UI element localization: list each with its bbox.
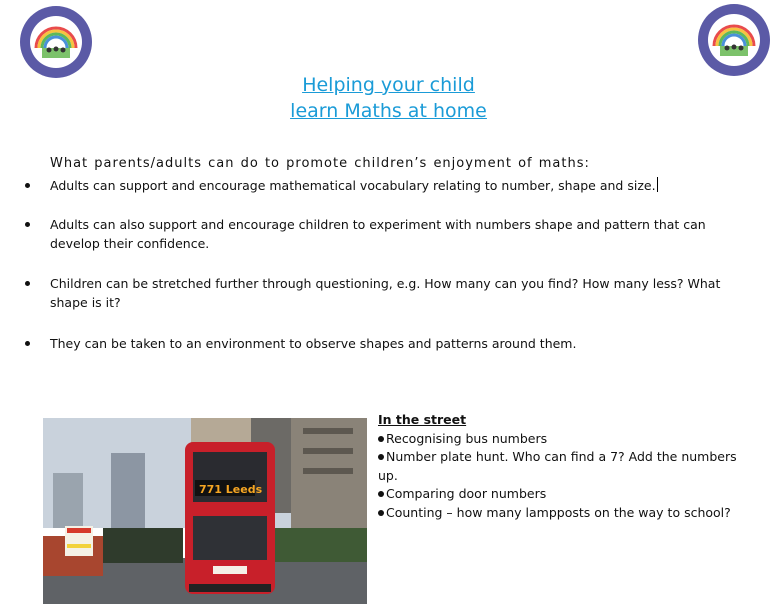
title-line-1[interactable]: Helping your child: [302, 74, 475, 96]
school-logo-left: [18, 4, 94, 80]
text-cursor: [657, 177, 658, 192]
bullet-icon: [25, 341, 30, 346]
list-item: Comparing door numbers: [378, 485, 748, 504]
bus-photo: [43, 418, 367, 604]
list-item: Children can be stretched further through questioning, e.g. How many can you find? How many less? What shape is it?: [50, 274, 730, 312]
page-title[interactable]: [0, 72, 777, 124]
list-item: Adults can support and encourage mathematical vocabulary relating to number, shape and size.: [50, 176, 730, 195]
bullet-icon: [25, 281, 30, 286]
bus-destination-sign: 771 Leeds: [199, 483, 263, 496]
bullet-icon: [378, 454, 384, 460]
in-the-street-section: [378, 411, 748, 522]
intro-text: What parents/adults can do to promote children’s enjoyment of maths:: [50, 156, 590, 171]
title-line-2[interactable]: learn Maths at home: [290, 100, 487, 122]
bullet-icon: [378, 491, 384, 497]
list-item: They can be taken to an environment to observe shapes and patterns around them.: [50, 334, 730, 353]
section-title: In the street: [378, 412, 467, 427]
bullet-icon: [25, 183, 30, 188]
bullet-icon: [378, 510, 384, 516]
school-logo-right: [696, 2, 772, 78]
list-item: Recognising bus numbers: [378, 430, 748, 449]
bullet-icon: [378, 436, 384, 442]
list-item: Adults can also support and encourage children to experiment with numbers shape and pattern that can develop their confidence.: [50, 215, 730, 253]
list-item: Counting – how many lampposts on the way to school?: [378, 504, 748, 523]
list-item: Number plate hunt. Who can find a 7? Add the numbers up.: [378, 449, 737, 483]
bullet-icon: [25, 222, 30, 227]
